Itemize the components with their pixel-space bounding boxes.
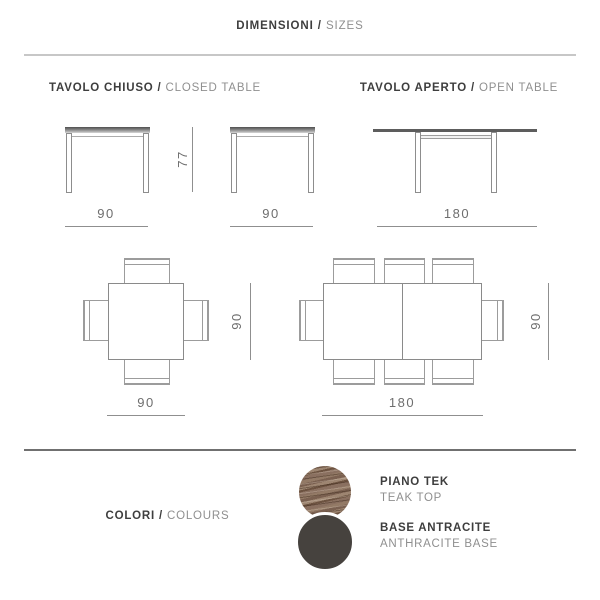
height-dimension-label: 77	[175, 150, 190, 168]
table-leg	[308, 133, 314, 193]
width-dimension-label: 90	[97, 206, 115, 221]
extension-split-line	[402, 284, 403, 359]
width-dimension-line	[322, 415, 483, 416]
anthracite-swatch	[295, 512, 355, 572]
width-dimension-label: 90	[137, 395, 155, 410]
width-dimension-line	[230, 226, 313, 227]
width-dimension-label: 90	[262, 206, 280, 221]
height-dimension-line	[192, 127, 193, 192]
open-table-heading-italian: TAVOLO APERTO /	[359, 82, 475, 94]
tabletop-side	[230, 127, 315, 133]
top-divider	[24, 54, 576, 56]
page-title-italian: DIMENSIONI /	[236, 20, 322, 32]
anthracite-swatch-subtitle: ANTHRACITE BASE	[380, 538, 498, 550]
closed-table-heading-italian: TAVOLO CHIUSO /	[49, 82, 162, 94]
table-apron	[421, 135, 491, 139]
width-dimension-label: 180	[443, 206, 471, 221]
depth-dimension-label: 90	[229, 312, 244, 330]
colours-heading	[60, 510, 275, 522]
anthracite-swatch-title: BASE ANTRACITE	[380, 522, 491, 534]
table-leg	[491, 132, 497, 193]
table-leg	[415, 132, 421, 193]
tabletop-side	[373, 129, 537, 132]
table-leg	[143, 133, 149, 193]
width-dimension-line	[65, 226, 148, 227]
table-leg	[231, 133, 237, 193]
table-apron	[68, 136, 147, 137]
table-apron	[233, 136, 312, 137]
table-leg	[66, 133, 72, 193]
bottom-divider	[24, 449, 576, 451]
colours-heading-italian: COLORI /	[105, 510, 164, 522]
anthracite-swatch-label	[380, 520, 498, 552]
depth-dimension-label: 90	[528, 312, 543, 330]
page-title-english: SIZES	[325, 20, 364, 32]
teak-swatch-title: PIANO TEK	[380, 476, 449, 488]
depth-dimension-line	[548, 283, 549, 360]
tabletop-side	[65, 127, 150, 133]
colours-heading-english: COLOURS	[167, 510, 230, 522]
width-dimension-line	[377, 226, 537, 227]
open-table-heading	[339, 82, 579, 94]
teak-swatch-label	[380, 474, 449, 506]
depth-dimension-line	[250, 283, 251, 360]
teak-swatch	[299, 466, 351, 518]
closed-table-heading-english: CLOSED TABLE	[165, 82, 261, 94]
closed-table-heading	[35, 82, 275, 94]
open-table-heading-english: OPEN TABLE	[478, 82, 559, 94]
width-dimension-label: 180	[388, 395, 416, 410]
tabletop-plan	[108, 283, 184, 360]
width-dimension-line	[107, 415, 185, 416]
page-title	[0, 20, 600, 32]
teak-swatch-subtitle: TEAK TOP	[380, 492, 443, 504]
